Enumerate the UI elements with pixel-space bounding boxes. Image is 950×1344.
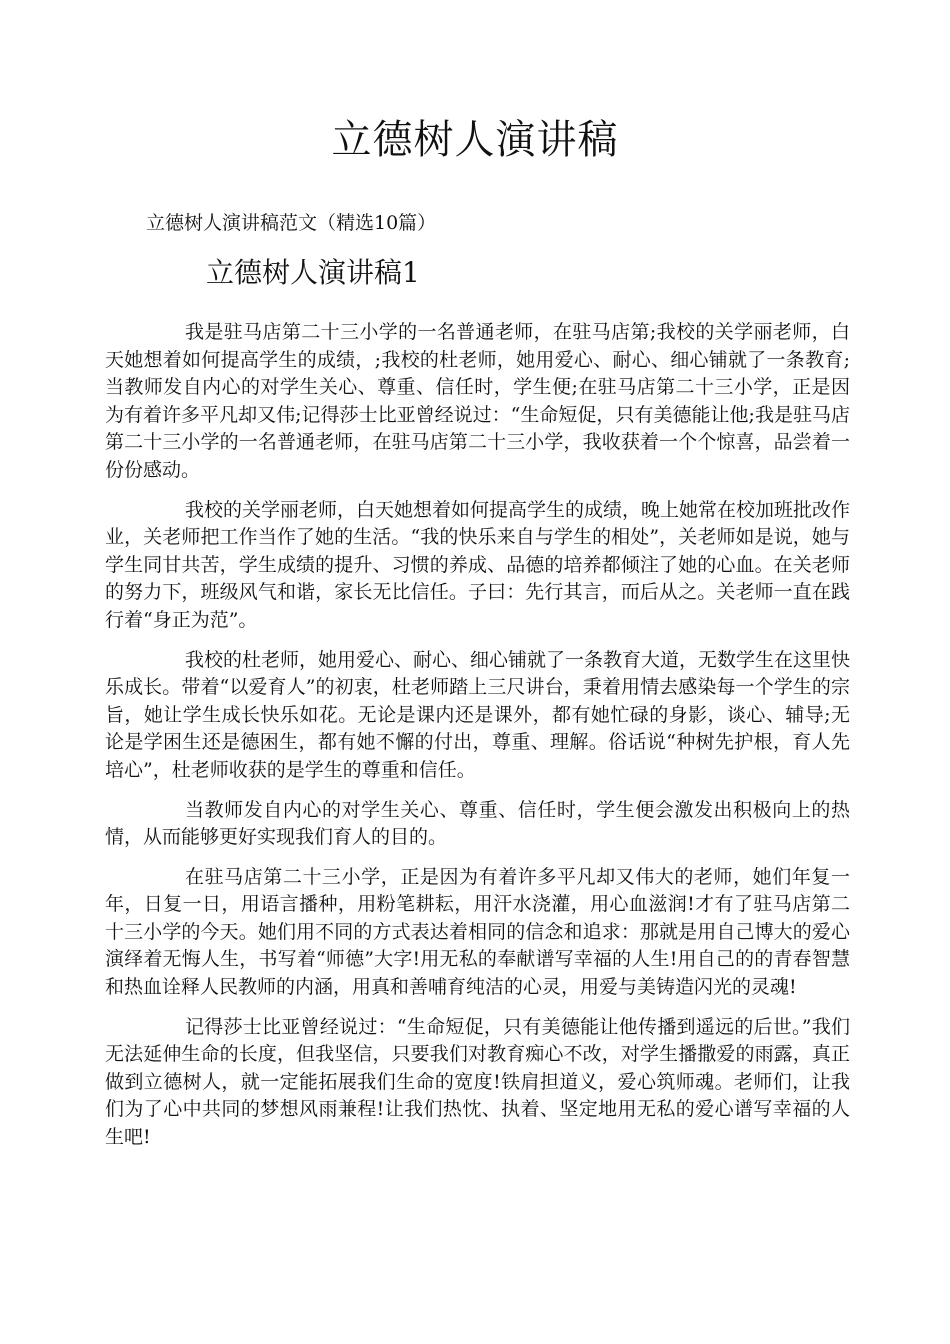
section-heading: 立德树人演讲稿1 xyxy=(206,256,420,289)
paragraph: 记得莎士比亚曾经说过：“生命短促，只有美德能让他传播到遥远的后世。”我们无法延伸生命的长度，但我坚信，只要我们对教育痴心不改，对学生播撒爱的雨露，真正做到立德树人，就一定能拓展我们生命的宽度!铁肩担道义，爱心筑师魂。老师们，让我们为了心中共同的梦想风雨兼程!让我们热忱、执着、坚定地用无私的爱心谱写幸福的人生吧! xyxy=(105,1015,850,1149)
paragraph: 当教师发自内心的对学生关心、尊重、信任时，学生便会激发出积极向上的热情，从而能够更好实现我们育人的目的。 xyxy=(105,798,850,849)
body-text xyxy=(105,319,850,1164)
paragraph: 我校的关学丽老师，白天她想着如何提高学生的成绩，晚上她常在校加班批改作业，关老师把工作当作了她的生活。“我的快乐来自与学生的相处”，关老师如是说，她与学生同甘共苦，学生成绩的提升、习惯的养成、品德的培养都倾注了她的心血。在关老师的努力下，班级风气和谐，家长无比信任。子曰：先行其言，而后从之。关老师一直在践行着“身正为范”。 xyxy=(105,498,851,631)
document-subtitle: 立德树人演讲稿范文（精选10篇） xyxy=(146,212,437,234)
paragraph: 在驻马店第二十三小学，正是因为有着许多平凡却又伟大的老师，她们年复一年，日复一日，用语言播种，用粉笔耕耘，用汗水浇灌，用心血滋润!才有了驻马店第二十三小学的今天。她们用不同的方式表达着相同的信念和追求：那就是用自己博大的爱心演绎着无悔人生，书写着“师德”大字!用无私的奉献谱写幸福的人生!用自己的的青春智慧和热血诠释人民教师的内涵，用真和善哺育纯洁的心灵，用爱与美铸造闪光的灵魂! xyxy=(105,865,850,999)
paragraph: 我校的杜老师，她用爱心、耐心、细心铺就了一条教育大道，无数学生在这里快乐成长。带着“以爱育人”的初衷，杜老师踏上三尺讲台，秉着用情去感染每一个学生的宗旨，她让学生成长快乐如花。无论是课内还是课外，都有她忙碌的身影，谈心、辅导;无论是学困生还是德困生，都有她不懈的付出，尊重、理解。俗话说“种树先护根，育人先培心”，杜老师收获的是学生的尊重和信任。 xyxy=(105,648,851,781)
paragraph: 我是驻马店第二十三小学的一名普通老师，在驻马店第;我校的关学丽老师，白天她想着如何提高学生的成绩，;我校的杜老师，她用爱心、耐心、细心铺就了一条教育;当教师发自内心的对学生关心、尊重、信任时，学生便;在驻马店第二十三小学，正是因为有着许多平凡却又伟;记得莎士比亚曾经说过：“生命短促，只有美德能让他;我是驻马店第二十三小学的一名普通老师，在驻马店第二十三小学，我收获着一个个惊喜，品尝着一份份感动。 xyxy=(105,321,850,481)
document-title: 立德树人演讲稿 xyxy=(331,117,619,163)
